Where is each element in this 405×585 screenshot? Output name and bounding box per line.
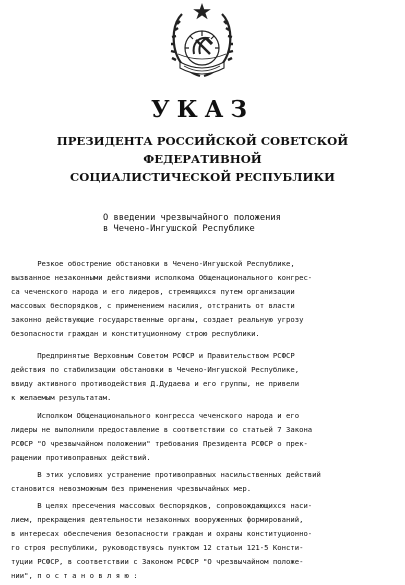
body-line: В целях пресечения массовых беспорядков, сопровождающихся наси-: [11, 501, 313, 510]
body-line: лием, прекращения деятельности незаконных вооруженных формирований,: [11, 515, 304, 524]
decree-title: УКАЗ: [151, 96, 254, 123]
issuer-line: ПРЕЗИДЕНТА РОССИЙСКОЙ СОВЕТСКОЙ ФЕДЕРАТИВНОЙ: [56, 134, 349, 166]
body-line: нии", п о с т а н о в л я ю :: [11, 571, 138, 580]
body-line: В этих условиях устранение противоправных насильственных действий: [11, 470, 321, 479]
body-line: Резкое обострение обстановки в Чечено-Ингушской Республике,: [11, 259, 295, 268]
body-line: безопасности граждан и конституционному строю республики.: [11, 329, 260, 338]
body-line: становится невозможным без применения чрезвычайных мер.: [11, 484, 252, 493]
issuer-line: СОЦИАЛИСТИЧЕСКОЙ РЕСПУБЛИКИ: [70, 170, 335, 184]
body-line: к желаемым результатам.: [11, 393, 112, 402]
body-line: действия по стабилизации обстановки в Чечено-Ингушской Республике,: [11, 365, 300, 374]
subject-line: в Чечено-Ингушской Республике: [103, 224, 255, 234]
body-line: лидеры не выполнили предоставление в соответствии со статьей 7 Закона: [11, 425, 313, 434]
body-line: массовых беспорядков, с применением насилия, отстранить от власти: [11, 301, 295, 310]
body-line: законно действующие государственные органы, создает реальную угрозу: [11, 315, 304, 324]
body-line: Исполком Общенационального конгресса чеченского народа и его: [11, 411, 300, 420]
subject-line: О введении чрезвычайного положения: [103, 213, 281, 223]
body-line: РСФСР "О чрезвычайном положении" требования Президента РСФСР о прек-: [11, 439, 308, 448]
rsfsr-coat-of-arms-emblem: [170, 2, 234, 80]
body-line: туции РСФСР, в соответствии с Законом РСФСР "О чрезвычайном положе-: [11, 557, 304, 566]
body-line: го строя республики, руководствуясь пунктом 12 статьи 121-5 Консти-: [11, 543, 304, 552]
body-line: ращении противоправных действий.: [11, 453, 151, 462]
decree-subject: [103, 213, 353, 235]
body-line: ввиду активного противодействия Д.Дудаева и его группы, не привели: [11, 379, 300, 388]
body-line: вызванное незаконными действиями исполкома Общенационального конгрес-: [11, 273, 313, 282]
decree-issuer: [0, 132, 405, 186]
body-line: са чеченского народа и его лидеров, стремящихся путем организации: [11, 287, 295, 296]
body-line: в интересах обеспечения безопасности граждан и охраны конституционно-: [11, 529, 313, 538]
body-line: Предпринятые Верховным Советом РСФСР и Правительством РСФСР: [11, 351, 295, 360]
